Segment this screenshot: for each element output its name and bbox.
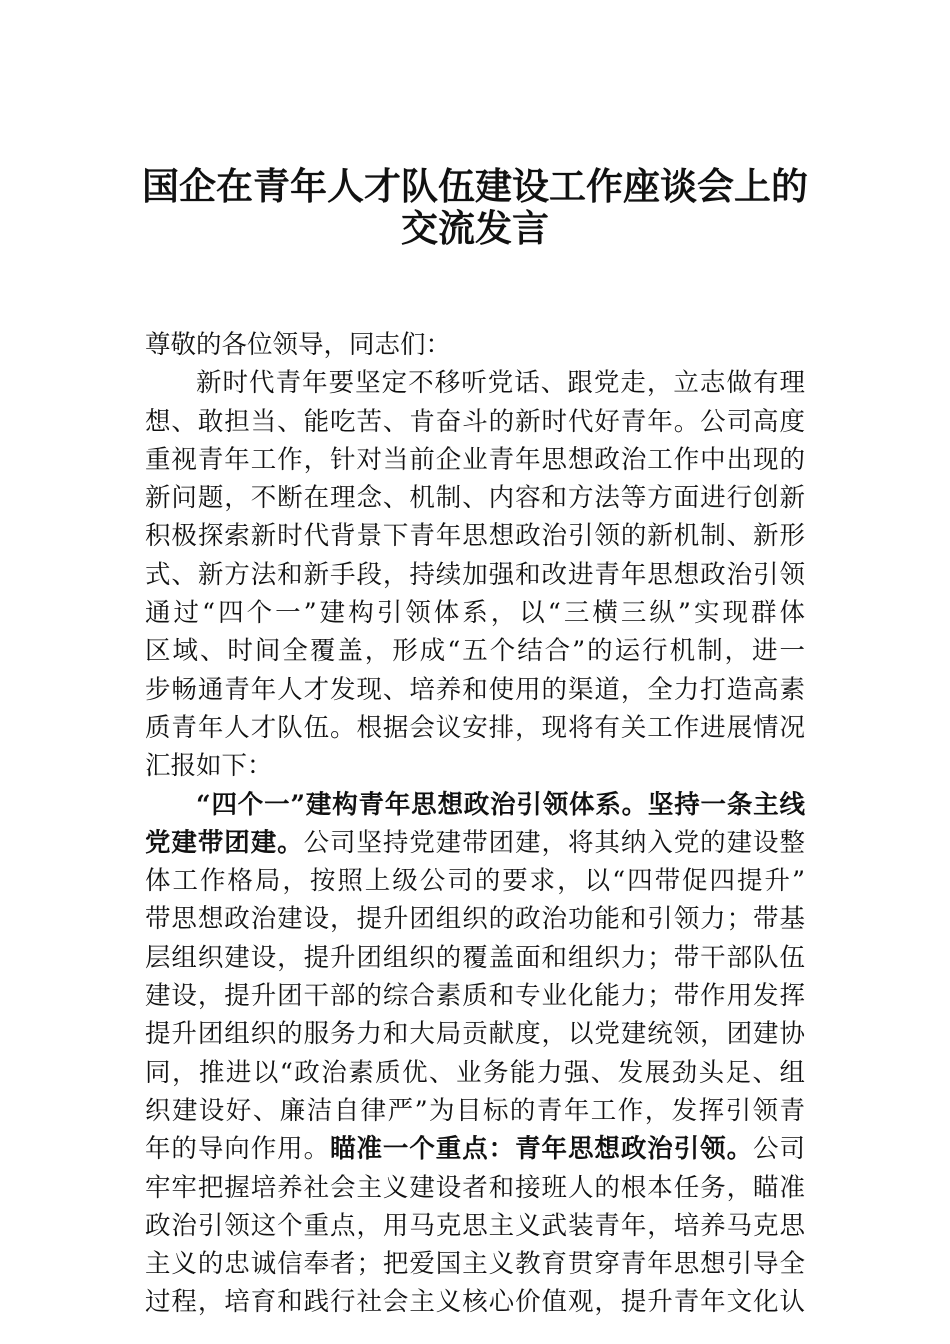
text-segment: 年的导向作用。 bbox=[145, 1134, 331, 1165]
text-segment: 重视青年工作，针对当前企业青年思想政治工作中出现的 bbox=[145, 444, 805, 475]
text-line bbox=[145, 479, 805, 517]
text-segment: 新时代青年要坚定不移听党话、跟党走，立志做有理 bbox=[196, 368, 805, 399]
text-segment: 提升团组织的服务力和大局贡献度，以党建统领，团建协 bbox=[145, 1019, 805, 1050]
text-line bbox=[145, 1169, 805, 1207]
text-line bbox=[145, 1092, 805, 1130]
text-line bbox=[145, 1283, 805, 1321]
text-segment: 同，推进以“政治素质优、业务能力强、发展劲头足、组 bbox=[145, 1057, 805, 1088]
text-segment: 质青年人才队伍。根据会议安排，现将有关工作进展情况 bbox=[145, 712, 805, 743]
text-line bbox=[145, 786, 805, 824]
text-line bbox=[145, 517, 805, 555]
text-line bbox=[145, 977, 805, 1015]
text-line bbox=[145, 441, 805, 479]
bold-text-segment: 瞄准一个重点：青年思想政治引领。 bbox=[330, 1134, 754, 1165]
text-segment: 织建设好、廉洁自律严”为目标的青年工作，发挥引领青 bbox=[145, 1095, 805, 1126]
document-body bbox=[145, 326, 805, 1322]
text-line bbox=[145, 1015, 805, 1053]
text-segment: 建设，提升团干部的综合素质和专业化能力；带作用发挥 bbox=[145, 981, 805, 1012]
text-segment: 过程，培育和践行社会主义核心价值观，提升青年文化认 bbox=[145, 1287, 805, 1318]
text-segment: 积极探索新时代背景下青年思想政治引领的新机制、新形 bbox=[145, 521, 805, 552]
text-segment: 主义的忠诚信奉者；把爱国主义教育贯穿青年思想引导全 bbox=[145, 1249, 805, 1280]
text-line bbox=[145, 671, 805, 709]
text-segment: 公司 bbox=[753, 1134, 805, 1165]
text-segment: 带思想政治建设，提升团组织的政治功能和引领力；带基 bbox=[145, 904, 805, 935]
text-line bbox=[145, 364, 805, 402]
document-title-line-1: 国企在青年人才队伍建设工作座谈会上的 bbox=[142, 164, 808, 208]
text-line bbox=[145, 1130, 805, 1168]
text-segment: 尊敬的各位领导，同志们： bbox=[145, 330, 452, 360]
text-segment: 新问题，不断在理念、机制、内容和方法等方面进行创新 bbox=[145, 483, 805, 514]
text-segment: 牢牢把握培养社会主义建设者和接班人的根本任务，瞄准 bbox=[145, 1172, 805, 1203]
text-line bbox=[145, 403, 805, 441]
text-line bbox=[145, 1245, 805, 1283]
text-line bbox=[145, 862, 805, 900]
text-segment: 区域、时间全覆盖，形成“五个结合”的运行机制，进一 bbox=[145, 636, 805, 667]
text-segment: 通过“四个一”建构引领体系，以“三横三纵”实现群体 bbox=[145, 598, 805, 629]
text-segment: 步畅通青年人才发现、培养和使用的渠道，全力打造高素 bbox=[145, 674, 805, 705]
document-title-line-2: 交流发言 bbox=[401, 206, 549, 250]
text-line bbox=[145, 1207, 805, 1245]
text-segment: 式、新方法和新手段，持续加强和改进青年思想政治引领 bbox=[145, 559, 805, 590]
text-segment: 政治引领这个重点，用马克思主义武装青年，培养马克思 bbox=[145, 1210, 805, 1241]
text-line bbox=[145, 594, 805, 632]
text-segment: 层组织建设，提升团组织的覆盖面和组织力；带干部队伍 bbox=[145, 942, 805, 973]
text-line bbox=[145, 556, 805, 594]
text-line bbox=[145, 709, 805, 747]
text-segment: 汇报如下： bbox=[145, 751, 273, 782]
text-segment: 体工作格局，按照上级公司的要求，以“四带促四提升” bbox=[145, 866, 805, 897]
bold-text-segment: “四个一”建构青年思想政治引领体系。坚持一条主线 bbox=[196, 789, 805, 820]
text-segment: 公司坚持党建带团建，将其纳入党的建设整 bbox=[303, 827, 805, 858]
text-line bbox=[145, 900, 805, 938]
text-segment: 想、敢担当、能吃苦、肯奋斗的新时代好青年。公司高度 bbox=[145, 406, 805, 437]
text-line bbox=[145, 632, 805, 670]
text-line bbox=[145, 326, 805, 364]
text-line bbox=[145, 747, 805, 785]
text-line bbox=[145, 1054, 805, 1092]
text-line bbox=[145, 824, 805, 862]
bold-text-segment: 党建带团建。 bbox=[145, 827, 304, 858]
text-line bbox=[145, 939, 805, 977]
